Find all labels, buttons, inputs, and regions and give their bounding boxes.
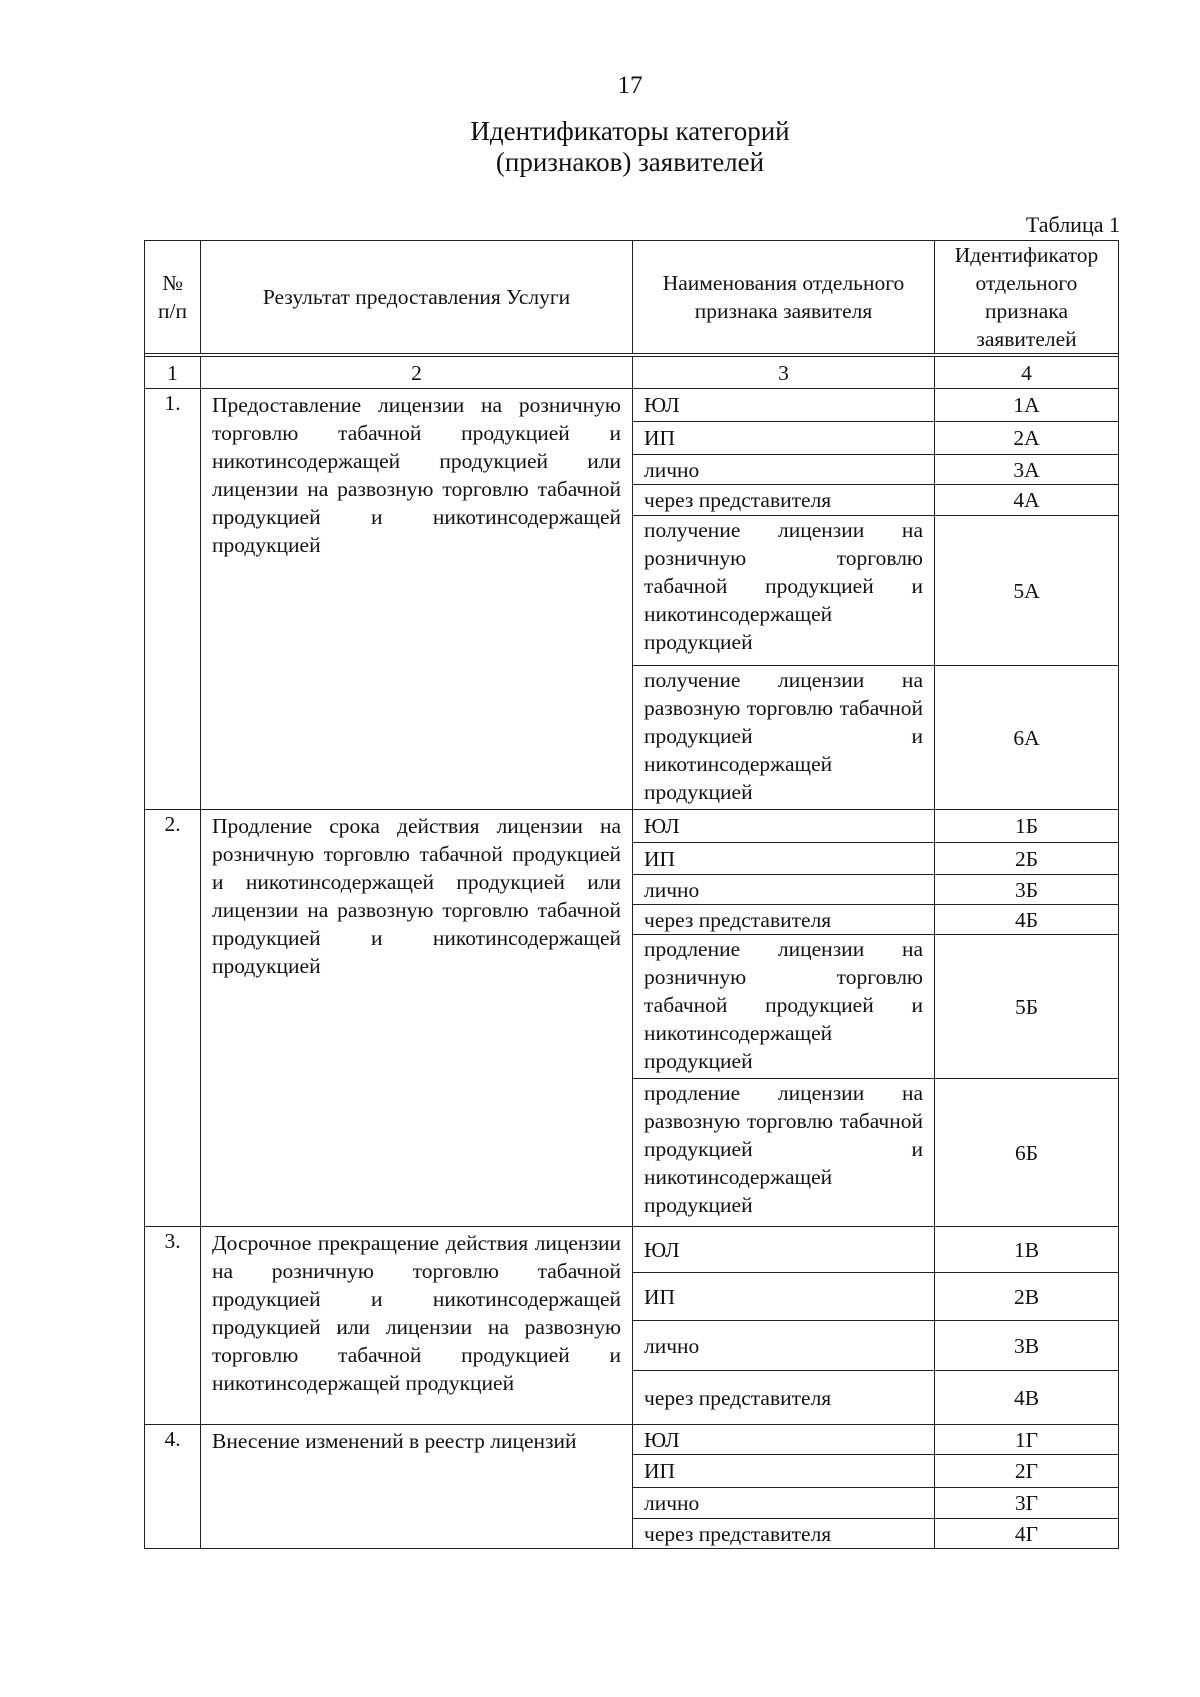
table-caption: Таблица 1 bbox=[1025, 212, 1120, 237]
attr-name: лично bbox=[633, 1321, 935, 1371]
service-result: Продление срока действия лицензии на розничную торговлю табачной продукцией и никотинсодержащей продукцией или лицензии на развозную торговлю табачной продукцией и никотинсодержащей продукцией bbox=[201, 810, 633, 1227]
attr-id: 3А bbox=[935, 455, 1119, 485]
attr-name: ЮЛ bbox=[633, 810, 935, 843]
attr-id: 4Г bbox=[935, 1519, 1119, 1549]
attr-name: получение лицензии на розничную торговлю табачной продукцией и никотинсодержащей продукцией bbox=[633, 516, 935, 666]
column-number: 4 bbox=[935, 357, 1119, 389]
row-number: 4. bbox=[145, 1425, 201, 1549]
attr-id: 4А bbox=[935, 485, 1119, 516]
attr-name: ИП bbox=[633, 1273, 935, 1321]
attr-id: 3В bbox=[935, 1321, 1119, 1371]
attr-name: лично bbox=[633, 455, 935, 485]
column-number-row bbox=[145, 357, 1119, 389]
page-title bbox=[0, 116, 1200, 178]
header-attr-name: Наименования отдельного признака заявителя bbox=[633, 241, 935, 354]
table-row bbox=[145, 810, 1119, 843]
attr-id: 2В bbox=[935, 1273, 1119, 1321]
attr-name: через представителя bbox=[633, 485, 935, 516]
column-number: 2 bbox=[201, 357, 633, 389]
attr-name: продление лицензии на розничную торговлю табачной продукцией и никотинсодержащей продукцией bbox=[633, 935, 935, 1079]
attr-id: 4Б bbox=[935, 905, 1119, 935]
attr-id: 1А bbox=[935, 389, 1119, 422]
applicant-categories-table bbox=[144, 240, 1119, 1549]
header-num: № п/п bbox=[145, 241, 201, 354]
attr-id: 2А bbox=[935, 422, 1119, 455]
table-row bbox=[145, 1425, 1119, 1455]
title-line-2: (признаков) заявителей bbox=[495, 147, 765, 177]
attr-name: через представителя bbox=[633, 905, 935, 935]
row-number: 2. bbox=[145, 810, 201, 1227]
attr-name: лично bbox=[633, 1488, 935, 1519]
header-attr-id: Идентификатор отдельного признака заявителей bbox=[935, 241, 1119, 354]
attr-id: 4В bbox=[935, 1371, 1119, 1425]
attr-name: лично bbox=[633, 875, 935, 905]
table-row bbox=[145, 389, 1119, 422]
attr-name: ИП bbox=[633, 422, 935, 455]
table-header-row bbox=[145, 241, 1119, 354]
attr-id: 5Б bbox=[935, 935, 1119, 1079]
attr-id: 3Г bbox=[935, 1488, 1119, 1519]
title-line-1: Идентификаторы категорий bbox=[470, 116, 790, 146]
service-result: Внесение изменений в реестр лицензий bbox=[201, 1425, 633, 1549]
attr-id: 5А bbox=[935, 516, 1119, 666]
service-result: Предоставление лицензии на розничную торговлю табачной продукцией и никотинсодержащей продукцией или лицензии на развозную торговлю табачной продукцией и никотинсодержащей продукцией bbox=[201, 389, 633, 810]
attr-id: 2Б bbox=[935, 843, 1119, 875]
attr-id: 6А bbox=[935, 666, 1119, 810]
attr-name: ИП bbox=[633, 843, 935, 875]
attr-name: ЮЛ bbox=[633, 389, 935, 422]
service-result: Досрочное прекращение действия лицензии на розничную торговлю табачной продукцией и никотинсодержащей продукцией или лицензии на развозную торговлю табачной продукцией и никотинсодержащей продукцией bbox=[201, 1227, 633, 1425]
row-number: 3. bbox=[145, 1227, 201, 1425]
attr-name: получение лицензии на развозную торговлю табачной продукцией и никотинсодержащей продукцией bbox=[633, 666, 935, 810]
attr-id: 6Б bbox=[935, 1079, 1119, 1227]
attr-id: 2Г bbox=[935, 1455, 1119, 1488]
attr-id: 1Б bbox=[935, 810, 1119, 843]
row-number: 1. bbox=[145, 389, 201, 810]
attr-name: ЮЛ bbox=[633, 1425, 935, 1455]
page-number: 17 bbox=[617, 72, 643, 99]
attr-name: ИП bbox=[633, 1455, 935, 1488]
column-number: 3 bbox=[633, 357, 935, 389]
attr-name: продление лицензии на развозную торговлю табачной продукцией и никотинсодержащей продукцией bbox=[633, 1079, 935, 1227]
attr-id: 1Г bbox=[935, 1425, 1119, 1455]
attr-name: через представителя bbox=[633, 1371, 935, 1425]
attr-name: через представителя bbox=[633, 1519, 935, 1549]
attr-id: 3Б bbox=[935, 875, 1119, 905]
attr-name: ЮЛ bbox=[633, 1227, 935, 1273]
header-result: Результат предоставления Услуги bbox=[201, 241, 633, 354]
attr-id: 1В bbox=[935, 1227, 1119, 1273]
column-number: 1 bbox=[145, 357, 201, 389]
table-row bbox=[145, 1227, 1119, 1273]
